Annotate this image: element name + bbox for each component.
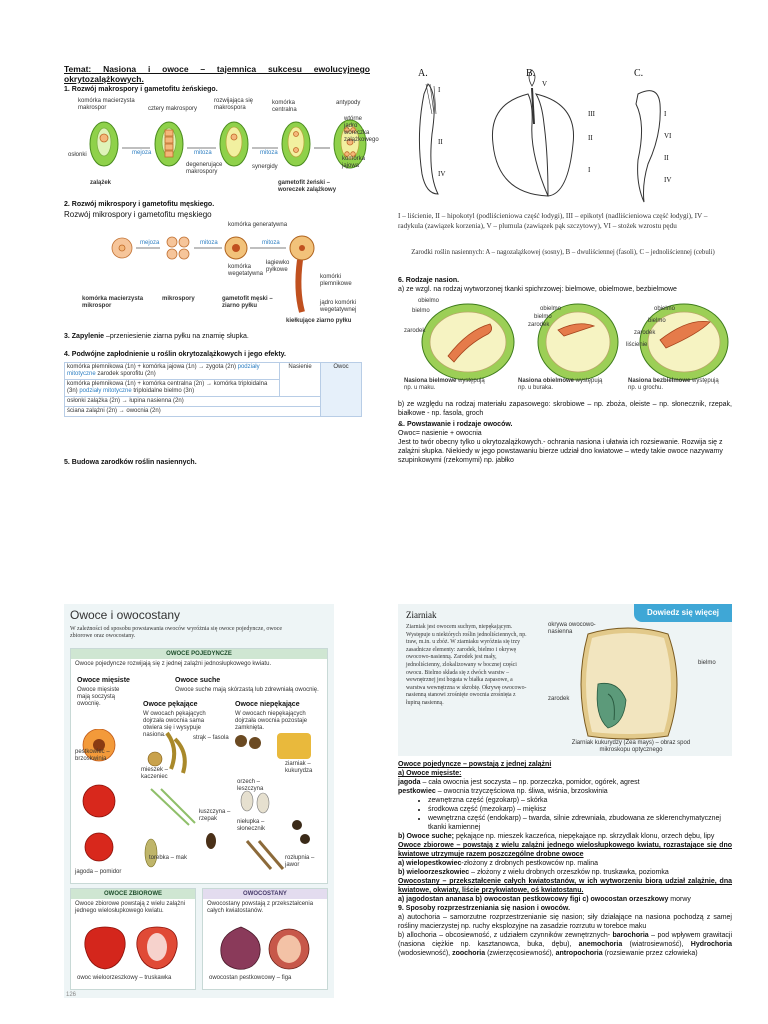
section-3: 3. Zapylenie –przeniesienie ziarna pyłku na znamię słupka. [64, 333, 249, 340]
corn-illustration [277, 733, 311, 759]
list-item: • zewnętrzna część (egzokarp) – skórka [428, 796, 732, 805]
fruit-label: rozłupnia – jawor [285, 855, 315, 868]
fig1-label: mitoza [194, 150, 212, 156]
fig-illustration [213, 923, 317, 971]
label-C: C. [634, 68, 644, 79]
fig1-label: gametofit żeński – woreczek zalążkowy [278, 180, 337, 193]
fruit-label: orzech – leszczyna [237, 779, 264, 792]
seed-label: bielmo [534, 314, 552, 320]
label-roman-VI: VI [664, 132, 672, 140]
textbook-page-fruits [64, 604, 334, 998]
zbiorowe-a-line: a) wielopestkowiec-złożony z drobnych pestkowców np. malina [398, 860, 598, 867]
table-row: komórka plemnikowa (1n) + komórka jajowa (1n) → zygota (2n) podziały mitotyczne zarodek sporofitu (2n) [65, 363, 280, 380]
fig2-label: komórka wegetatywna [228, 264, 264, 277]
fig1-label: wtórne jądro woreczka zalążkowego [344, 116, 379, 143]
right-top-section [398, 64, 732, 484]
label-roman-V: V [542, 80, 548, 88]
label-roman-IV: IV [438, 170, 446, 178]
fig1-label: osłonki [68, 152, 87, 158]
section-1-heading: 1. Rozwój makrospory i gametofitu żeńskiego. [64, 86, 218, 93]
seed-illustration [300, 834, 310, 844]
suche-heading: Owoce suche [175, 677, 221, 684]
owoce-suche-line: b) Owoce suche; pękające np. mieszek kaczeńca, niepękające np. skrzydlak klonu, orzech dębu, lipy [398, 833, 715, 840]
megaspore [165, 137, 173, 143]
label-roman-IV: IV [664, 176, 672, 184]
seed-label: zarodek [634, 330, 656, 336]
kernel-caption: Ziarniak kukurydzy (Zea mays) – obraz spod mikroskopu optycznego [571, 740, 691, 753]
tomato-illustration [83, 785, 115, 817]
section-6a: a) ze wzgl. na rodzaj wytworzonej tkanki spichrzowej: bielmowe, obielmowe, bezbielmowe [398, 286, 677, 293]
bean-pod-illustration [167, 733, 174, 769]
col-nasienie: Nasienie [280, 363, 321, 397]
niepekajace-heading: Owoce niepękające [235, 701, 300, 708]
dowiedz-sie-wiecej-badge: Dowiedz się więcej [634, 604, 732, 622]
generative-cell [232, 244, 240, 252]
fig1-label: antypody [336, 100, 361, 106]
miesiste-heading: Owoce mięsiste [77, 677, 130, 684]
label-roman-II: II [588, 134, 593, 142]
fig1-label: synergidy [252, 164, 278, 170]
fruit-label: strąk – fasola [193, 735, 229, 741]
fruit-label: owoc wieloorzeszkowy – truskawka [77, 975, 172, 981]
section-4-heading: 4. Podwójne zapłodnienie u roślin okrytozalążkowych i jego efekty. [64, 351, 286, 358]
pekajace-desc: W owocach pękających dojrzała owocnia sama otwiera się i wysypuje nasiona. [143, 711, 206, 738]
embryo-caption-2: Zarodki roślin nasiennych: A – nagozalążkowej (sosny), B – dwuliściennej (fasoli), C – jednoliściennej (cebuli) [411, 249, 715, 256]
strawberry-illustration [81, 923, 185, 971]
col-owoc: Owoc [321, 363, 362, 417]
list-item: • wewnętrzna część (endokarp) – twarda, silnie zdrewniała, zbudowana ze sklerenchymatycznej tkanki kamiennej [428, 814, 732, 832]
capsule-illustration [145, 839, 157, 867]
fruit-label: owocostan pestkowcowy – figa [209, 975, 292, 981]
megaspore-mother-cell [100, 134, 108, 142]
kernel-label-okrywa: okrywa owocowo-nasienna [548, 622, 596, 635]
owocostany-header: OWOCOSTANY [203, 889, 327, 899]
owoce-zbiorowe-desc: Owoce zbiorowe powstają z wielu zalążni jednego wielosłupkowego kwiatu. [75, 901, 186, 914]
nucleus [299, 245, 305, 251]
zbiorowe-b-line: b) wieloorzeszkowiec – złożony z wielu drobnych orzeszków np. truskawka, poziomka [398, 869, 669, 876]
label-A: A. [418, 68, 428, 79]
pestkowiec-parts-list [398, 796, 732, 832]
fig1-label: mitoza [260, 150, 278, 156]
embryo-figure [398, 64, 732, 208]
seed-exalbuminous [640, 304, 728, 380]
seed-label: bielmo [648, 318, 666, 324]
hazelnut-illustration [235, 735, 247, 747]
fig-shape [221, 927, 260, 969]
seed-types-figure [398, 300, 732, 384]
fig2-label: mikrospory [162, 296, 195, 302]
owoc-definition: Owoc= nasienie + owocnia [398, 430, 482, 437]
kernel-label-bielmo: bielmo [698, 660, 716, 666]
seed-illustration [292, 820, 302, 830]
section-6-heading: 6. Rodzaje nasion. [398, 277, 460, 284]
seed-caption: Nasiona bielmowe występują np. u maku. [404, 378, 485, 391]
section-6b: b) ze względu na rodzaj materiału zapasowego: skrobiowe – np. zboża, oleiste – np. słonecznik, rzepak, białkowe - np. fasola, groch [398, 401, 732, 417]
fig2-label: mitoza [200, 240, 218, 246]
fruit-label: mieszek – kaczeniec [141, 767, 169, 780]
nucleus [294, 148, 299, 153]
fig1-label: rozwijająca się makrospora [214, 98, 254, 111]
megaspore [165, 144, 173, 150]
suche-desc: Owoce suche mają skórzastą lub zdrewniałą owocnię. [175, 687, 319, 693]
seed-label: obielmo [540, 306, 562, 312]
pollen-tube [298, 260, 302, 312]
fig1-label: degenerujące makrospory [186, 162, 223, 175]
label-roman-II: II [664, 154, 669, 162]
fig2-label: mejoza [140, 240, 160, 246]
owoce-zbiorowe-header: OWOCE ZBIOROWE [71, 889, 195, 899]
owocostany-card [202, 888, 328, 990]
kernel-label-zarodek: zarodek [548, 696, 570, 702]
label-roman-I: I [588, 166, 591, 174]
ziarniak-text: Ziarniak jest owocem suchym, niepękającym. Występuje u niektórych roślin jednoliściennych, np. traw, m.in. u zbóż. W ziarniaku wyróżnia się trzy zasadnicze elementy: zarodek, bielmo i okrywę owocowo-nasienną. Zarodek jest mały, jednoliścienny, zlokalizowany w bocznej części owocu. Bielmo składa się z dwóch warstw – wewnętrznej jest bogata w białka zapasowe, a warstwa wewnętrzna w skrobię. Okrywę owocowo-nasienną stanowi zrośnięte owocnia zrośnięta z łupiną nasienną. [406, 624, 527, 706]
left-top-section [64, 64, 379, 466]
tomato-illustration [85, 833, 113, 861]
silique-illustration [161, 789, 195, 823]
niepekajace-desc: W owocach niepękających dojrzała owocnia pozostaje zamknięta. [235, 711, 308, 731]
fruit-label: torebka – mak [149, 855, 188, 861]
jagoda-line: jagoda – cała owocnia jest soczysta – np. porzeczka, pomidor, ogórek, agrest [398, 779, 640, 786]
seed-label: zarodek [528, 322, 550, 328]
owoce-pojedyncze-desc: Owoce pojedyncze rozwijają się z jednej zalążni jednosłupkowego kwiatu. [75, 661, 272, 667]
section-7-heading: &. Powstawanie i rodzaje owoców. [398, 421, 513, 428]
fruit-notes [398, 760, 732, 958]
developing-megaspore [226, 127, 242, 157]
nucleus [119, 245, 125, 251]
owoce-pojedyncze-header: OWOCE POJEDYNCZE [71, 649, 327, 659]
table-row: osłonki zalążka (2n) → łupina nasienna (2n) [65, 397, 321, 407]
fig-flesh [277, 935, 301, 963]
fig2-label: jądro komórki wegetatywnej [320, 300, 357, 313]
nucleus [231, 134, 237, 140]
label-roman-II: II [438, 138, 443, 146]
onion-embryo [636, 91, 660, 202]
fruit-label: niełupka – słonecznik [237, 819, 266, 832]
fig1-label: komórka macierzysta makrospor [78, 98, 135, 111]
section-2-subheading: Rozwój mikrospory i gametofitu męskiego [64, 210, 212, 219]
embryo-caption: I – liścienie, II – hipokotyl (podliścieniowa część łodygi), III – epikotyl (nadliścieniowa część łodygi), IV – radykula (zawiązek korzenia), V – plumula (zawiązek pąk szczytowy), VI – stożek wzrostu pędu [398, 212, 708, 230]
fig1-label: komórka centralna [272, 100, 297, 113]
follicle-illustration [148, 752, 162, 766]
fig2-label: kiełkujące ziarno pyłku [286, 318, 352, 324]
textbook-title: Owoce i owocostany [70, 608, 181, 622]
perisperm [546, 312, 610, 372]
label-roman-III: III [588, 110, 595, 118]
seed-label: zarodek [404, 328, 426, 334]
miesiste-desc: Owoce mięsiste mają soczystą owocnię. [77, 687, 120, 707]
owoce-pojedyncze-heading: Owoce pojedyncze – powstają z jednej zalążni [398, 761, 552, 768]
microspore [179, 237, 189, 247]
fig2-label: komórki plemnikowe [320, 274, 352, 287]
owoce-zbiorowe-heading: Owoce zbiorowe – powstają z wielu zalążni jednego wielosłupkowego kwiatu, rozrastające się dno kwiatowe utrzymuje razem poszczególne drobne owoce [398, 842, 732, 858]
page-title: Temat: Nasiona i owoce – tajemnica sukcesu ewolucyjnego okrytozalążkowych. [64, 64, 370, 84]
fig2-label: mitoza [262, 240, 280, 246]
fruit-label: pestkowiec – brzoskwinia [75, 749, 110, 762]
poppy-capsule-illustration [206, 833, 216, 849]
section-9-heading: 9. Sposoby rozprzestrzeniania się nasion i owoców. [398, 905, 571, 912]
owoc-description: Jest to twór obecny tylko u okrytozalążkowych.- ochrania nasiona i ułatwia ich rozsiewanie. Rozwija się z zalążni słupka. Niekiedy w jego powstawaniu bierze udział dno kwiatowe – wtedy takie owoce nazywamy szupinkowymi (rzekomymi) np. jabłko [398, 439, 723, 464]
fertilisation-table [64, 362, 362, 417]
fruit-label: łuszczyna – rzepak [199, 809, 231, 822]
strawberry-flesh [147, 933, 167, 961]
fruit-label: ziarniak – kukurydza [285, 761, 313, 774]
section-5-heading: 5. Budowa zarodków roślin nasiennych. [64, 459, 197, 466]
fig1-label: komórka jajowa [342, 156, 366, 169]
megaspore [165, 151, 173, 157]
page-number: 126 [66, 992, 77, 998]
textbook-intro: W zależności od sposobu powstawania owoców wyróżnia się owoce pojedyncze, owoce zbiorowe oraz owocostany. [70, 626, 282, 639]
silique-illustration [151, 789, 189, 825]
allochoria-line: b) allochoria – obcosiewność, z udziałem czynników zewnętrznych- barochoria – pod wpływem grawitacji (nasiona ciężkie np. kasztanowca, buka, dębu), anemochoria (wiatrosiewność), Hydrochoria (wodosiewność), zoochoria (zwierzęcosiewność), antropochoria (rozsiewanie przez człowieka) [398, 932, 733, 957]
corn-kernel-figure [568, 624, 698, 740]
owocostany-heading: Owocostany – przekształcenie całych kwiatostanów, w ich wytworzeniu biorą udział zalążnie, dna kwiatowe, okwiaty, liście przykwiatowe, oś kwiatostanu. [398, 878, 732, 894]
ziarniak-box [398, 604, 732, 756]
microspore [167, 237, 177, 247]
seed-caption: Nasiona obielmowe występują np. u buraka. [518, 378, 603, 391]
seed-label: liścienie [626, 342, 648, 348]
microspore [167, 249, 177, 259]
microspore [179, 249, 189, 259]
fig2-label: gametofit męski – ziarno pyłku [222, 296, 273, 309]
seed-label: bielmo [412, 308, 430, 314]
table-row: komórka plemnikowa (1n) + komórka centralna (2n) → komórka triploidalna (3n) podziały mitotyczne triploidalne bielmo (3n) [65, 380, 280, 397]
samara-illustration [247, 841, 283, 869]
list-item: • środkowa część (mezokarp) – miękisz [428, 805, 732, 814]
nucleus [294, 132, 299, 137]
owoce-zbiorowe-card [70, 888, 196, 990]
ziarniak-title: Ziarniak [406, 610, 437, 620]
owoce-pojedyncze-card [70, 648, 328, 884]
fig2-label: łagiewko pyłkowe [266, 260, 290, 273]
seed-label: obielmo [654, 306, 676, 312]
fig2-label: komórka generatywna [228, 222, 288, 228]
achene-illustration [241, 791, 253, 811]
label-B: B. [526, 68, 536, 79]
pestkowiec-line: pestkowiec – owocnia trzyczęściowa np. śliwa, wiśnia, brzoskwinia [398, 788, 608, 795]
megaspore [165, 130, 173, 136]
achene-illustration [257, 793, 269, 813]
label-roman-I: I [664, 110, 667, 118]
hazelnut-illustration [249, 737, 261, 749]
fruit-label: jagoda – pomidor [75, 869, 122, 875]
seed-albuminous [422, 304, 514, 380]
strawberry-shape [85, 927, 125, 969]
fig2-label: komórka macierzysta mikrospor [82, 296, 144, 309]
label-roman-I: I [438, 86, 441, 94]
fig1-label: zalążek [90, 180, 112, 186]
owocostany-desc: Owocostany powstają z przekształcenia całych kwiatostanów. [207, 901, 314, 914]
bean-cotyledon [492, 94, 548, 196]
section-2-heading: 2. Rozwój mikrospory i gametofitu męskiego. [64, 201, 215, 208]
pekajace-heading: Owoce pękające [143, 701, 198, 708]
table-row: ściana zalążni (2n) → owocnia (2n) [65, 407, 321, 417]
fig1-label: mejoza [132, 150, 152, 156]
fig1-label: cztery makrospory [148, 106, 198, 112]
autochoria-line: a) autochoria – samorzutne rozprzestrzenianie się nasion; siły działające na nasiona pochodzą z samej rośliny macierzystej np. ruchy eksplozyjne na zasadzie rozrzutu w torebce maku [398, 914, 732, 930]
owoce-miesiste-heading: a) Owoce mięsiste: [398, 770, 462, 777]
seed-caption: Nasiona bezbielmowe występują np. u grochu. [628, 378, 719, 391]
owocostany-line: a) jagodostan ananasa b) owocostan pestkowcowy figi c) owocostan orzeszkowy morwy [398, 896, 691, 903]
seed-label: obielmo [418, 298, 440, 304]
